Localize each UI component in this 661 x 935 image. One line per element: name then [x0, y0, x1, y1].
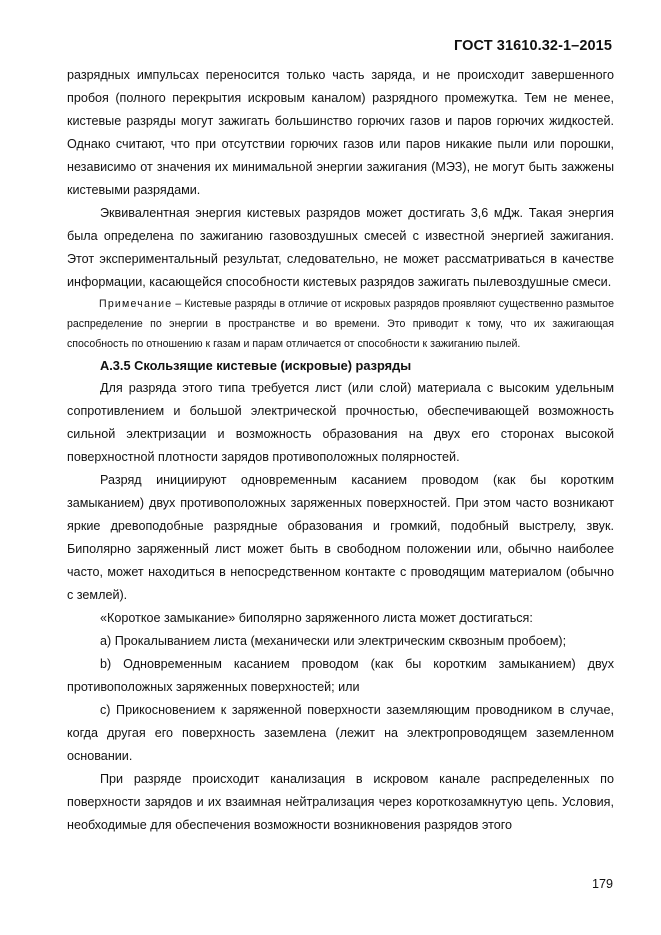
note	[67, 294, 614, 354]
paragraph-2: Эквивалентная энергия кистевых разрядов может достигать 3,6 мДж. Такая энергия была определена по зажиганию газовоздушных смесей с известной энергией зажигания. Этот экспериментальный результат, следовательно, не может рассматриваться в качестве информации, касающейся способности кистевых разрядов зажигать пылевоздушные смеси.	[67, 206, 614, 289]
page-number: 179	[591, 877, 613, 891]
paragraph-5: «Короткое замыкание» биполярно заряженного листа может достигаться:	[100, 611, 533, 625]
note-text: – Кистевые разряды в отличие от искровых разрядов проявляют существенно размытое распределение по энергии в пространстве и во времени. Это приводит к тому, что их зажигающая способность по отношению к газам и парам отличается от способности к зажиганию пылей.	[67, 298, 614, 350]
paragraph-4: Разряд инициируют одновременным касанием проводом (как бы коротким замыканием) двух противоположных заряженных поверхностей. При этом часто возникают яркие древоподобные разрядные образования и громкий, подобный выстрелу, звук. Биполярно заряженный лист может быть в свободном положении или, обычно наиболее часто, может находиться в непосредственном контакте с проводящим материалом (обычно с землей).	[67, 473, 614, 602]
paragraph-1: разрядных импульсах переносится только часть заряда, и не происходит завершенного пробоя (полного перекрытия искровым каналом) разрядного промежутка. Тем не менее, кистевые разряды могут зажигать большинство горючих газов и паров горючих жидкостей. Однако считают, что при отсутствии горючих газов или паров никакие пыли или порошки, независимо от значения их минимальной энергии зажигания (МЭЗ), не могут быть зажжены кистевыми разрядами.	[67, 68, 614, 197]
paragraph-6: При разряде происходит канализация в искровом канале распределенных по поверхности зарядов и их взаимная нейтрализация через короткозамкнутую цепь. Условия, необходимые для обеспечения возможности возникновения разрядов этого	[67, 772, 614, 832]
document-code: ГОСТ 31610.32-1–2015	[454, 38, 612, 54]
page-content	[67, 64, 614, 837]
section-heading: А.3.5 Скользящие кистевые (искровые) разряды	[100, 358, 412, 373]
list-item-b: b) Одновременным касанием проводом (как бы коротким замыканием) двух противоположных заряженных поверхностей; или	[67, 657, 614, 694]
paragraph-3: Для разряда этого типа требуется лист (или слой) материала с высоким удельным сопротивлением и большой электрической прочностью, обеспечивающей возможность сильной электризации и возможность образования на двух его сторонах высокой поверхностной плотности зарядов противоположных полярностей.	[67, 381, 614, 464]
list-item-a: a) Прокалыванием листа (механически или электрическим сквозным пробоем);	[100, 634, 567, 648]
note-label: Примечание	[99, 298, 173, 310]
list-item-c: c) Прикосновением к заряженной поверхности заземляющим проводником в случае, когда другая его поверхность заземлена (лежит на электропроводящем заземленном основании.	[67, 703, 614, 763]
